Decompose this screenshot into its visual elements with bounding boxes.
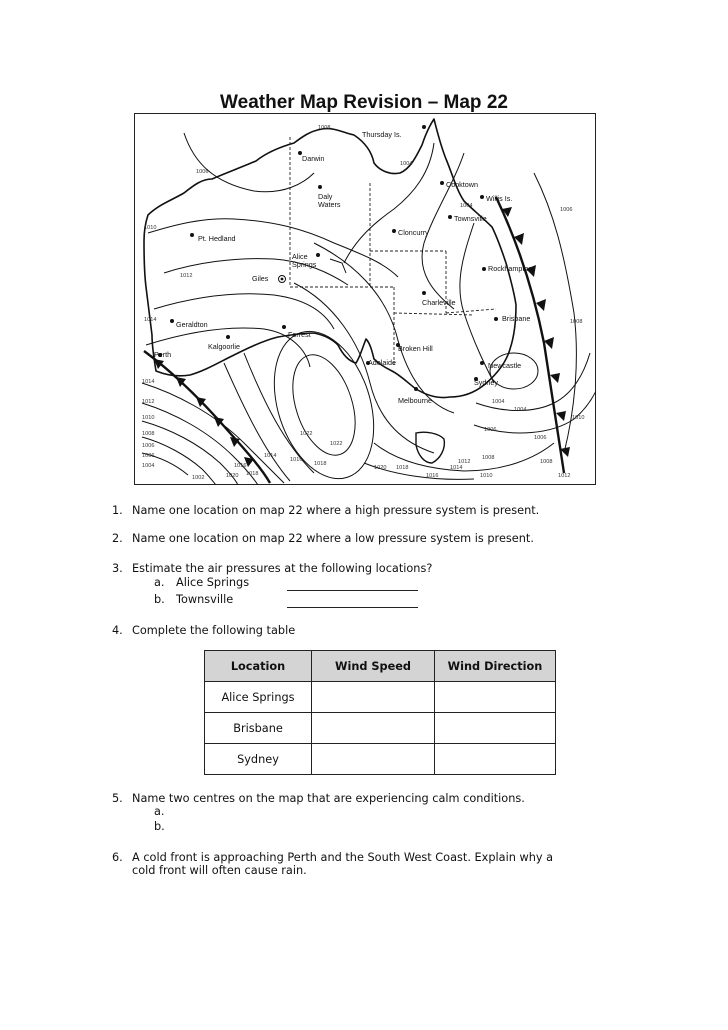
question-number: 3. bbox=[112, 562, 123, 575]
question-text: A cold front is approaching Perth and the South West Coast. Explain why a bbox=[132, 851, 554, 864]
coastline bbox=[144, 119, 516, 398]
place-willis-is: Willis Is. bbox=[486, 194, 513, 203]
isobar-label: 1008 bbox=[142, 431, 155, 437]
question-text: Complete the following table bbox=[132, 624, 296, 637]
table-row bbox=[205, 713, 556, 744]
table-cell-location: Sydney bbox=[205, 744, 312, 775]
table-cell-location: Brisbane bbox=[205, 713, 312, 744]
isobar-label: 1002 bbox=[192, 475, 205, 481]
table-cell-wind-speed[interactable] bbox=[312, 713, 435, 744]
isobar-label: 1014 bbox=[144, 317, 157, 323]
question-number: 6. bbox=[112, 851, 123, 864]
table-header: Wind Speed bbox=[312, 651, 435, 682]
isobar-label: 1004 bbox=[142, 463, 155, 469]
isobar-label: 1004 bbox=[514, 407, 527, 413]
place-melbourne: Melbourne bbox=[398, 396, 432, 405]
isobar-label: 1004 bbox=[460, 203, 473, 209]
q3a-answer-line[interactable] bbox=[287, 579, 418, 591]
q3b-answer-line[interactable] bbox=[287, 596, 418, 608]
table-cell-wind-speed[interactable] bbox=[312, 744, 435, 775]
isobar-label: 1006 bbox=[534, 435, 547, 441]
isobar-label: 1004 bbox=[400, 161, 413, 167]
isobar-label: 1020 bbox=[374, 465, 387, 471]
isobar-label: 1010 bbox=[142, 415, 155, 421]
place-cloncurry: Cloncurry bbox=[398, 228, 429, 237]
isobar-label: 1010 bbox=[480, 473, 493, 479]
isobar-label: 1008 bbox=[482, 455, 495, 461]
question-text: Name two centres on the map that are experiencing calm conditions. bbox=[132, 792, 525, 805]
place-sydney: Sydney bbox=[474, 378, 498, 387]
place-thursday-is: Thursday Is. bbox=[362, 130, 402, 139]
isobar-label: 1006 bbox=[142, 453, 155, 459]
isobar-label: 1014 bbox=[450, 465, 463, 471]
isobar-label: 1010 bbox=[572, 415, 585, 421]
isobar-label: 1018 bbox=[396, 465, 409, 471]
isobar-label: 1006 bbox=[196, 169, 209, 175]
isobar-label: 1008 bbox=[318, 125, 331, 131]
q3b-label: Townsville bbox=[176, 593, 234, 606]
isobar-label: 1008 bbox=[540, 459, 553, 465]
table-row bbox=[205, 744, 556, 775]
table-cell-wind-speed[interactable] bbox=[312, 682, 435, 713]
q3a-label: Alice Springs bbox=[176, 576, 250, 589]
table-header-row bbox=[205, 651, 556, 682]
place-daly-waters: Daly Waters bbox=[318, 192, 341, 209]
question-text: Estimate the air pressures at the following locations? bbox=[132, 562, 433, 575]
place-kalgoorlie: Kalgoorlie bbox=[208, 342, 240, 351]
place-broken-hill: Broken Hill bbox=[398, 344, 433, 353]
place-newcastle: Newcastle bbox=[488, 361, 522, 370]
table-row bbox=[205, 682, 556, 713]
isobar-label: 1016 bbox=[290, 457, 303, 463]
place-dots bbox=[158, 125, 498, 391]
isobar-label: 1022 bbox=[300, 431, 313, 437]
isobar-label: 1016 bbox=[234, 463, 247, 469]
isobars bbox=[142, 133, 596, 485]
question-number: 4. bbox=[112, 624, 123, 637]
question-text: Name one location on map 22 where a high pressure system is present. bbox=[132, 504, 540, 517]
q5b-letter: b. bbox=[154, 820, 165, 833]
table-header: Location bbox=[205, 651, 312, 682]
place-charleville: Charleville bbox=[422, 298, 456, 307]
isobar-label: 1012 bbox=[558, 473, 571, 479]
q3b-letter: b. bbox=[154, 593, 165, 606]
place-townsville: Townsville bbox=[454, 214, 487, 223]
place-brisbane: Brisbane bbox=[502, 314, 531, 323]
question-6-line-2: cold front will often cause rain. bbox=[132, 864, 307, 877]
page-title: Weather Map Revision – Map 22 bbox=[220, 92, 508, 113]
place-pt-hedland: Pt. Hedland bbox=[198, 234, 236, 243]
question-number: 1. bbox=[112, 504, 123, 517]
place-rockhampton: Rockhampton bbox=[488, 264, 533, 273]
table-cell-wind-direction[interactable] bbox=[435, 682, 556, 713]
q5a-letter: a. bbox=[154, 805, 165, 818]
place-cooktown: Cooktown bbox=[446, 180, 478, 189]
table-cell-wind-direction[interactable] bbox=[435, 713, 556, 744]
q3a-letter: a. bbox=[154, 576, 165, 589]
isobar-label: 1004 bbox=[492, 399, 505, 405]
isobar-label: 1006 bbox=[484, 427, 497, 433]
isobar-label: 1006 bbox=[560, 207, 573, 213]
isobar-label: 1020 bbox=[226, 473, 239, 479]
place-alice-springs: Alice Springs bbox=[292, 252, 317, 269]
table-cell-location: Alice Springs bbox=[205, 682, 312, 713]
place-darwin: Darwin bbox=[302, 154, 325, 163]
wind-table bbox=[204, 650, 556, 775]
place-adelaide: Adelaide bbox=[368, 358, 396, 367]
question-number: 2. bbox=[112, 532, 123, 545]
place-perth: Perth bbox=[154, 350, 172, 359]
isobar-label: 1006 bbox=[142, 443, 155, 449]
isobar-label: 1014 bbox=[142, 379, 155, 385]
isobar-label: 1010 bbox=[144, 225, 157, 231]
isobar-label: 1012 bbox=[142, 399, 155, 405]
isobar-label: 1012 bbox=[458, 459, 471, 465]
isobar-label: 1022 bbox=[330, 441, 343, 447]
isobar-label: 1014 bbox=[264, 453, 277, 459]
place-geraldton: Geraldton bbox=[176, 320, 208, 329]
isobar-label: 1012 bbox=[180, 273, 193, 279]
isobar-label: 1018 bbox=[246, 471, 259, 477]
isobar-label: 1018 bbox=[314, 461, 327, 467]
isobar-labels bbox=[142, 125, 584, 481]
table-header: Wind Direction bbox=[435, 651, 556, 682]
isobar-label: 1008 bbox=[570, 319, 583, 325]
place-forrest: Forrest bbox=[288, 330, 311, 339]
isobar-label: 1016 bbox=[426, 473, 439, 479]
place-giles: Giles bbox=[252, 274, 269, 283]
weather-map bbox=[134, 113, 596, 485]
table-cell-wind-direction[interactable] bbox=[435, 744, 556, 775]
question-text: Name one location on map 22 where a low pressure system is present. bbox=[132, 532, 534, 545]
question-number: 5. bbox=[112, 792, 123, 805]
